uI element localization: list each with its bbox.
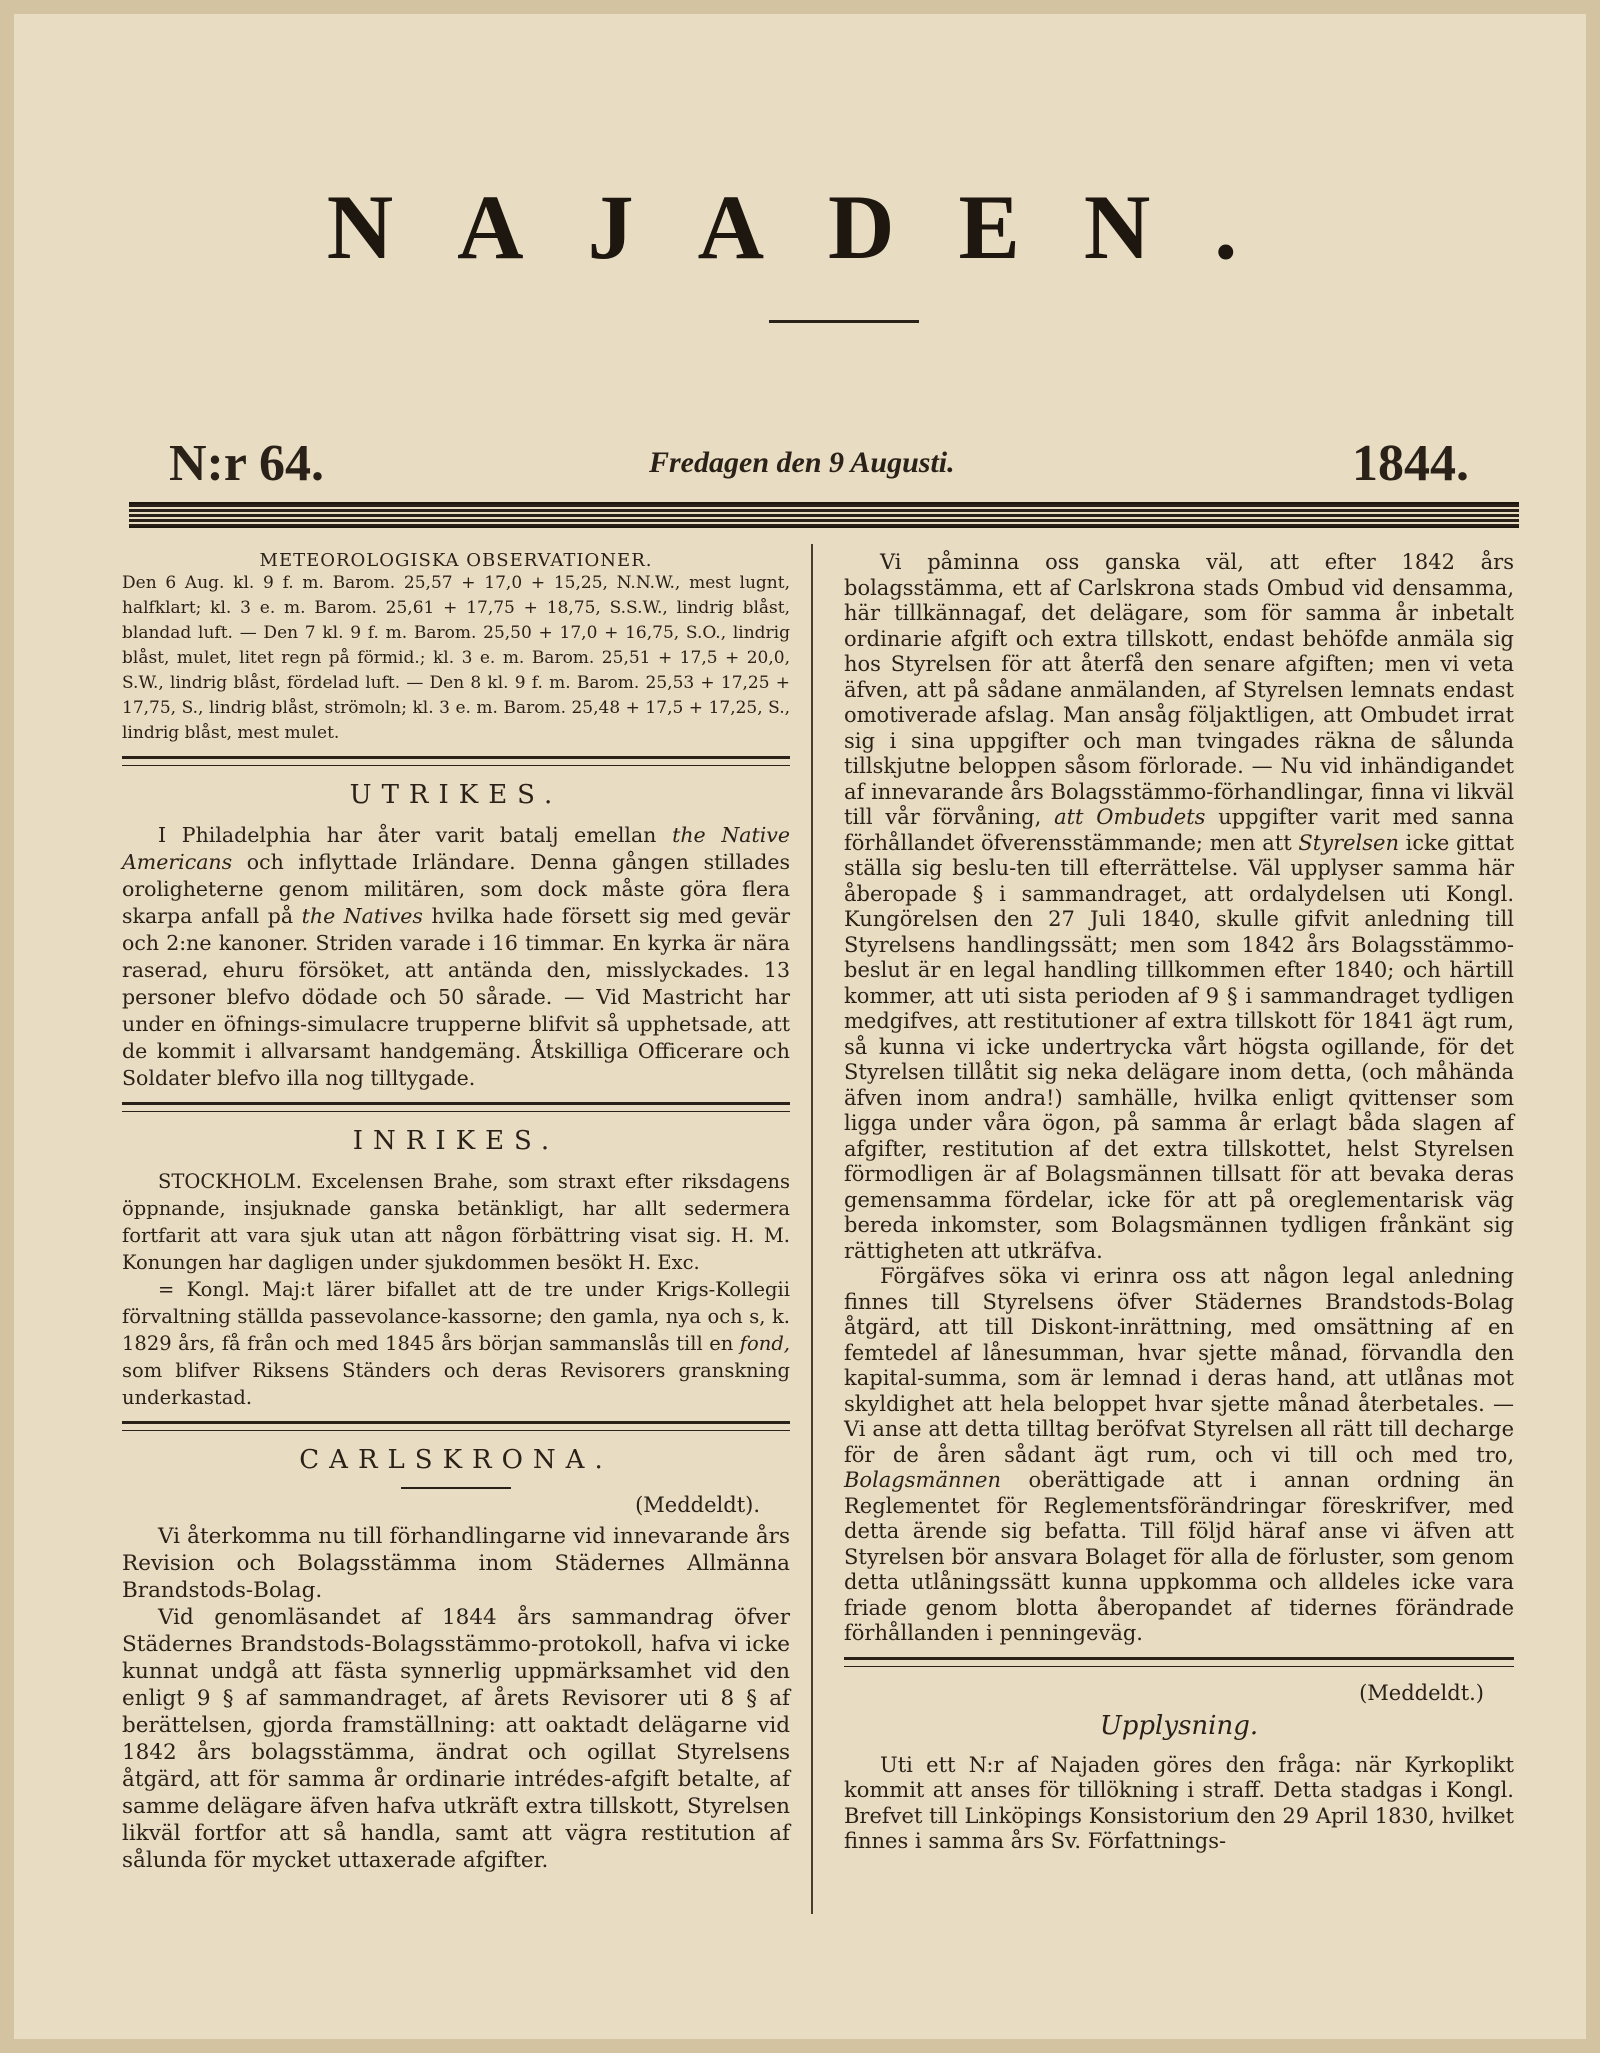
bolag-para-2: Förgäfves söka vi erinra oss att någon legal anledning finnes till Styrelsens öfver Städernes Brandstods-Bolag åtgärd, att till Diskont-inrättning, med omsättning af en femtedel af lånesumman, hvar sjette månad, förvandla den kapital-summa, som är lemnad i deras hand, att utlånas mot skyldighet att hela beloppet hvar sjette månad återbetales. — Vi anse att detta tilltag beröfvat Styrelsen all rätt till decharge för de åren sådant ägt rum, och vi till och med tro, Bolagsmännen oberättigade att i annan ordning än Reglementet för Reglementsförändringar föreskrifver, med detta ärende sig befatta. Till följd häraf anse vi äfven att Styrelsen bör ansvara Bolaget för alla de förluster, som genom detta utlåningssätt kunna uppkomma och alldeles icke vara friade genom blotta åberopandet af tidernes förändrade förhållanden i penningeväg. [844,1264,1514,1645]
section-rule [122,756,790,766]
carlskrona-para-1: Vi återkomma nu till förhandlingarne vid innevarande års Revision och Bolagsstämma inom Städernes Allmänna Brandstods-Bolag. [122,1524,790,1603]
issue-year: 1844. [1352,435,1469,492]
section-rule [122,1102,790,1112]
issue-line [169,434,1469,504]
inrikes-kongl-text: = Kongl. Maj:t lärer bifallet att de tre under Krigs-Kollegii förvaltning ställda passevolance-kassorne; den gamla, nya och s, k. 1829 års, få från och med 1845 års början sammanslås till en fond, som blifver Riksens Ständers och deras Revisorers granskning underkastad. [122,1278,790,1409]
column-divider [811,544,813,1914]
carlskrona-note: (Meddeldt). [635,1493,760,1517]
utrikes-text: I Philadelphia har åter varit batalj emellan the Native Americans och inflyttade Irländare. Denna gången stillades oroligheterne genom militären, som dock måste göra flera skarpa anfall på the Natives hvilka hade försett sig med gevär och 2:ne kanoner. Striden varade i 16 timmar. En kyrka är nära raserad, ehuru försöket, att antända den, misslyckades. 13 personer blefvo dödade och 50 sårade. — Vid Mastricht har under en öfnings-simulacre trupperne blifvit så upphetsade, att de kommit i allvarsamt handgemäng. Åtskilliga Officerare och Soldater blefvo illa nog tilltygade. [122,823,790,1090]
upplysning-text: Uti ett N:r af Najaden göres den fråga: när Kyrkoplikt kommit att anses för tillökning i straff. Detta stadgas i Kongl. Brefvet till Linköpings Konsistorium den 29 April 1830, hvilket finnes i samma års Sv. Författnings- [844,1752,1514,1853]
masthead-rule [769,320,919,323]
inrikes-heading: INRIKES. [352,1126,560,1156]
bolag-para-1: Vi påminna oss ganska väl, att efter 1842 års bolagsstämma, ett af Carlskrona stads Ombud vid densamma, här tillkännagaf, det delägare, som för samma år inbetalt ordinarie afgift och extra tillskott, endast behöfde anmäla sig hos Styrelsen för att återfå den senare afgiften; men vi veta äfven, att på sådane anmälanden, af Styrelsen lemnats endast omotiverade afslag. Man ansåg följaktligen, att Ombudet irrat sig i sina uppgifter och man tvingades räkna de sålunda tillskjutne beloppen såsom förlorade. — Nu vid inhändigandet af innevarande års Bolagsstämmo-förhandlingar, finna vi likväl till vår förvåning, att Ombudets uppgifter varit med sanna förhållandet öfverensstämmande; men att Styrelsen icke gittat ställa sig beslu-ten till efterrättelse. Väl upplyser samma här åberopade § i sammandraget, att ordalydelsen uti Kongl. Kungörelsen den 27 Juli 1840, skulle gifvit anledning till Styrelsens handlingssätt; men som 1842 års Bolagsstämmo-beslut är en legal handling tillkommen efter 1840; och härtill kommer, att uti sista perioden af 9 § i sammandraget tydligen medgifves, att restitutioner af extra tillskott för 1841 ägt rum, så kunna vi icke undertrycka vårt högsta ogillande, för det Styrelsen tillåtit sig neka delägare inom detta, (och måhända äfven inom andra!) samhälle, hvilka enligt qvittenser som ligga under våra ögon, på samma år erlagt båda slagen af afgifter, restitution af det extra tillskottet, helst Styrelsen förmodligen är af Bolagsmännen tillsatt för att bevaka deras gemensamma fördelar, icke för att på oreglementarisk väg bereda inkomster, som Bolagsmännen tydligen frånkänt sig rättigheten att utkräfva. [844,550,1515,1263]
section-rule [122,1421,790,1431]
utrikes-heading: UTRIKES. [349,780,563,810]
right-column [844,550,1514,1855]
issue-date: Fredagen den 9 Augusti. [649,446,955,479]
masthead-title: NAJADEN. [326,176,1302,278]
carlskrona-heading: CARLSKRONA. [299,1445,613,1475]
short-rule [401,1487,511,1489]
left-column [122,550,790,1874]
inrikes-stockholm-text: STOCKHOLM. Excelensen Brahe, som straxt efter riksdagens öppnande, insjuknade ganska betänkligt, har allt sedermera fortfarit att vara sjuk utan att någon förbättring visat sig. H. M. Konungen har dagligen under sjukdommen besökt H. Exc. [122,1170,790,1274]
issue-number: N:r 64. [169,435,325,492]
section-rule [844,1657,1514,1667]
carlskrona-para-2: Vid genomläsandet af 1844 års sammandrag öfver Städernes Brandstods-Bolagsstämmo-protokoll, hafva vi icke kunnat undgå att fästa synnerlig uppmärksamhet vid den enligt 9 § af sammandraget, af årets Revisorer uti 8 § af berättelsen, gjorda framställning: att oaktadt delägarne vid 1842 års bolagsstämma, ändrat och ogillat Styrelsens åtgärd, att för samma år ordinarie intrédes-afgift betalte, af samme delägare äfven hafva utkräft extra tillskott, Styrelsen likväl fortfor att så handla, samt att vägra restitution af sålunda för mycket uttaxerade afgifter. [122,1605,790,1873]
meteorology-heading: METEOROLOGISKA OBSERVATIONER. [259,550,653,571]
upplysning-note: (Meddeldt.) [1359,1680,1484,1705]
header-rule [129,502,1519,528]
upplysning-heading: Upplysning. [1099,1710,1259,1741]
meteorology-text: Den 6 Aug. kl. 9 f. m. Barom. 25,57 + 17,0 + 15,25, N.N.W., mest lugnt, halfklart; kl. 3 e. m. Barom. 25,61 + 17,75 + 18,75, S.S.W., lindrig blåst, blandad luft. — Den 7 kl. 9 f. m. Barom. 25,50 + 17,0 + 16,75, S.O., lindrig blåst, mulet, litet regn på förmid.; kl. 3 e. m. Barom. 25,51 + 17,5 + 20,0, S.W., lindrig blåst, fördelad luft. — Den 8 kl. 9 f. m. Barom. 25,53 + 17,25 + 17,75, S., lindrig blåst, strömoln; kl. 3 e. m. Barom. 25,48 + 17,5 + 17,25, S., lindrig blåst, mest mulet. [122,573,790,743]
